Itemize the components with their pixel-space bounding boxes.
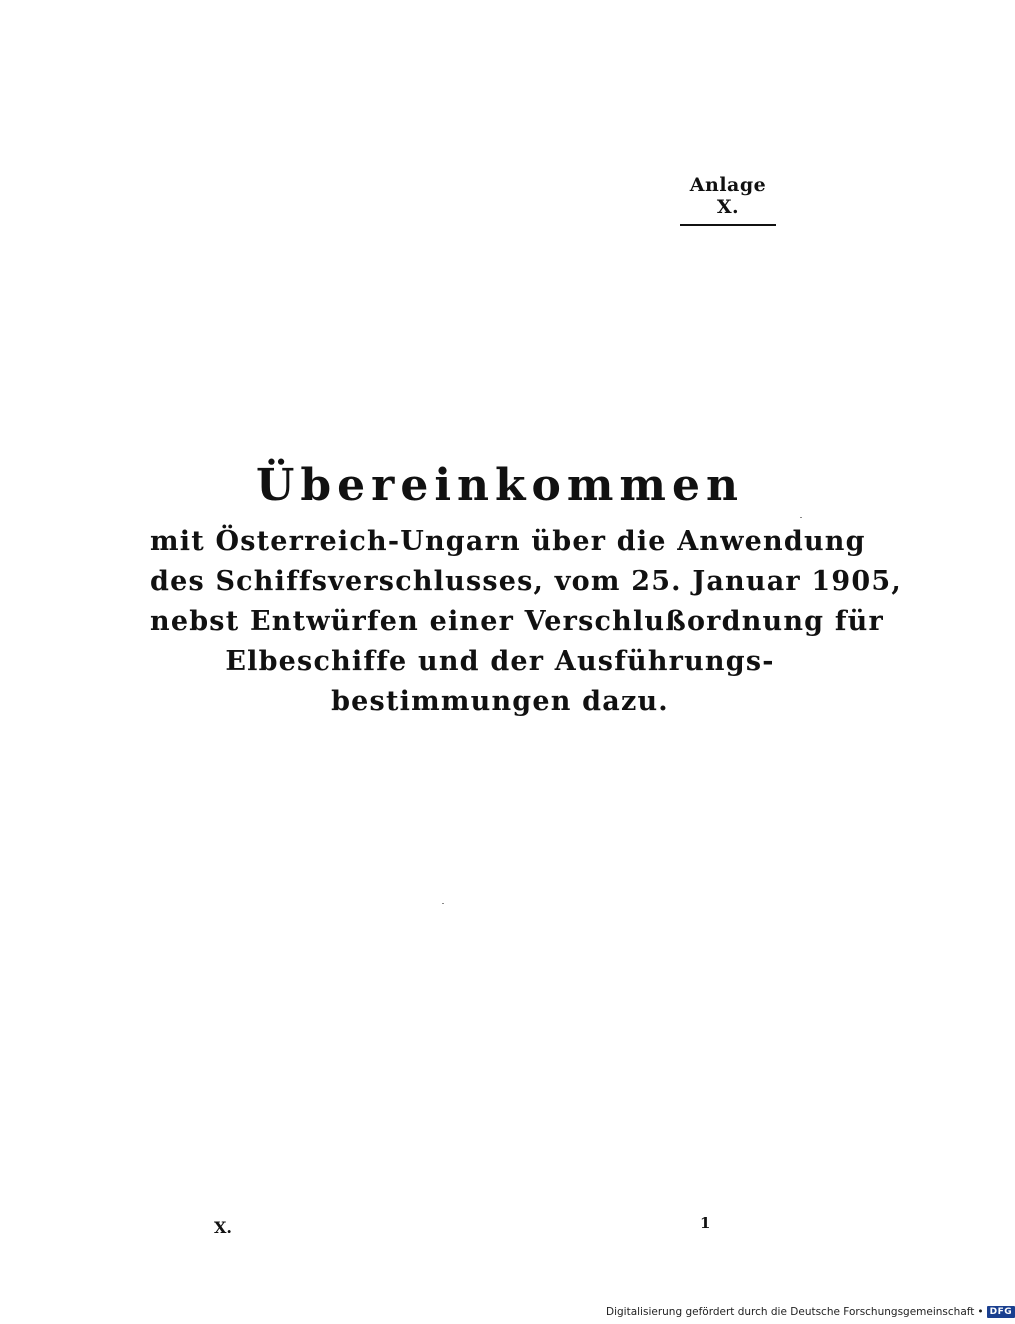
subtitle-line: bestimmungen dazu. <box>331 686 669 717</box>
page-number: 1 <box>700 1214 711 1232</box>
subtitle-line: nebst Entwürfen einer Verschlußordnung für <box>150 606 884 637</box>
scan-speck <box>800 517 802 518</box>
annex-label: Anlage X. <box>680 174 776 226</box>
page-title: Übereinkommen <box>256 460 744 511</box>
digitization-credit <box>606 1306 1015 1318</box>
scan-speck <box>442 903 444 904</box>
credit-separator: • <box>977 1306 984 1318</box>
signature-mark: X. <box>214 1218 232 1237</box>
subtitle-block <box>150 522 902 722</box>
subtitle-line: des Schiffsverschlusses, vom 25. Januar 1905, <box>150 566 902 597</box>
dfg-logo-icon: DFG <box>987 1306 1015 1318</box>
subtitle-line: Elbeschiffe und der Ausführungs- <box>225 646 775 677</box>
credit-text: Digitalisierung gefördert durch die Deutsche Forschungsgemeinschaft <box>606 1306 975 1318</box>
subtitle-line: mit Österreich-Ungarn über die Anwendung <box>150 526 866 557</box>
